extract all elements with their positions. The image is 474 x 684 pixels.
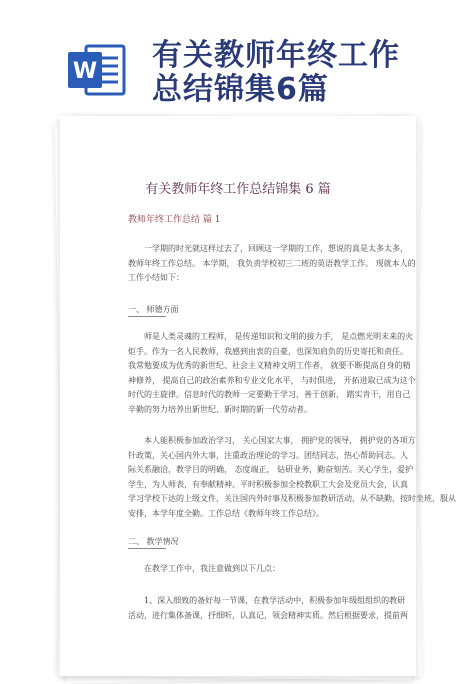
text-line: 针政策，关心国内外大事，注重政治理论的学习。团结同志，热心帮助同志。人 [128,450,408,460]
text-line: 炬手。作为一名人民教师，我感到由衷的自豪，也深知肩负的历史寄托和责任。 [128,346,408,356]
paragraph-ethics-2 [128,434,456,521]
word-icon-letter: W [72,59,98,84]
document-page [60,116,456,676]
document-title: 有关教师年终工作总结锦集 6 篇 [145,182,331,197]
paragraph-teaching-1 [128,594,408,623]
text-line: 神修养， 提高自己的政治素养和专业文化水平， 与时俱进， 开拓进取已成为这个 [128,375,416,385]
text-line: 安排，本学年度全勤。工作总结《教师年终工作总结》。 [128,508,324,518]
banner-header [0,0,474,110]
paragraph-ethics-1 [128,330,416,417]
section-underline [128,316,166,317]
paragraph-intro [128,242,416,286]
text-line: 工作小结如下： [128,273,184,282]
text-line: 学习学校下达的上级文件，关注国内外时事及积极参加教研活动，从不缺勤，按时坐班，服从 [128,494,456,503]
text-line: 辛勤的努力培养出新世纪、新时期的新一代劳动者。 [128,404,312,414]
section-heading-teaching: 二、 教学情况 [128,537,179,546]
document-subhead: 教师年终工作总结 篇 1 [128,215,221,225]
text-line: 1、深入细致的备好每一节课，在教学活动中，积极参加年级组组织的教研 [144,596,406,605]
text-line: 学生，为人师表，有奉献精神。平时积极参加全校教职工大会及党员大会，认真 [128,479,408,489]
paragraph-teaching-intro [128,562,378,577]
section-underline [128,548,166,549]
text-line: 际关系融洽，教学目的明确， 态度端正， 钻研业务，勤奋刻苦。关心学生，爱护 [128,465,414,474]
word-document-icon [64,38,128,102]
text-line: 本人能积极参加政治学习， 关心国家大事， 拥护党的领导， 拥护党的各项方 [144,436,416,445]
text-line: 师是人类灵魂的工程师， 是传递知识和文明的接力手， 是点燃光明未来的火 [144,332,414,341]
text-line: 在教学工作中，我注意做到以下几点： [144,564,280,573]
text-line: 活动，进行集体备课，抒细听，认真记，领会精神实质。然后根据要求，提前两 [128,610,408,620]
section-heading-ethics: 一、 师德方面 [128,305,179,314]
banner-title-line-2: 总结锦集6篇 [152,72,329,107]
text-line: 时代的主旋律。信息时代的教师一定要勤于学习，善于创新， 踏实肯干，用自己 [128,390,411,399]
text-line: 一学期的时光就这样过去了，回顾这一学期的工作，想说的真是太多太多， [144,244,408,253]
text-line: 我常勉要成为优秀的新世纪、社会主义精神文明工作者， 就要不断提高自身的精 [128,361,411,370]
text-line: 教师年终工作总结。 本学期， 我负责学校初三二班的英语教学工作。 现就本人的 [128,258,416,268]
banner-title-line-1: 有关教师年终工作 [152,38,400,73]
